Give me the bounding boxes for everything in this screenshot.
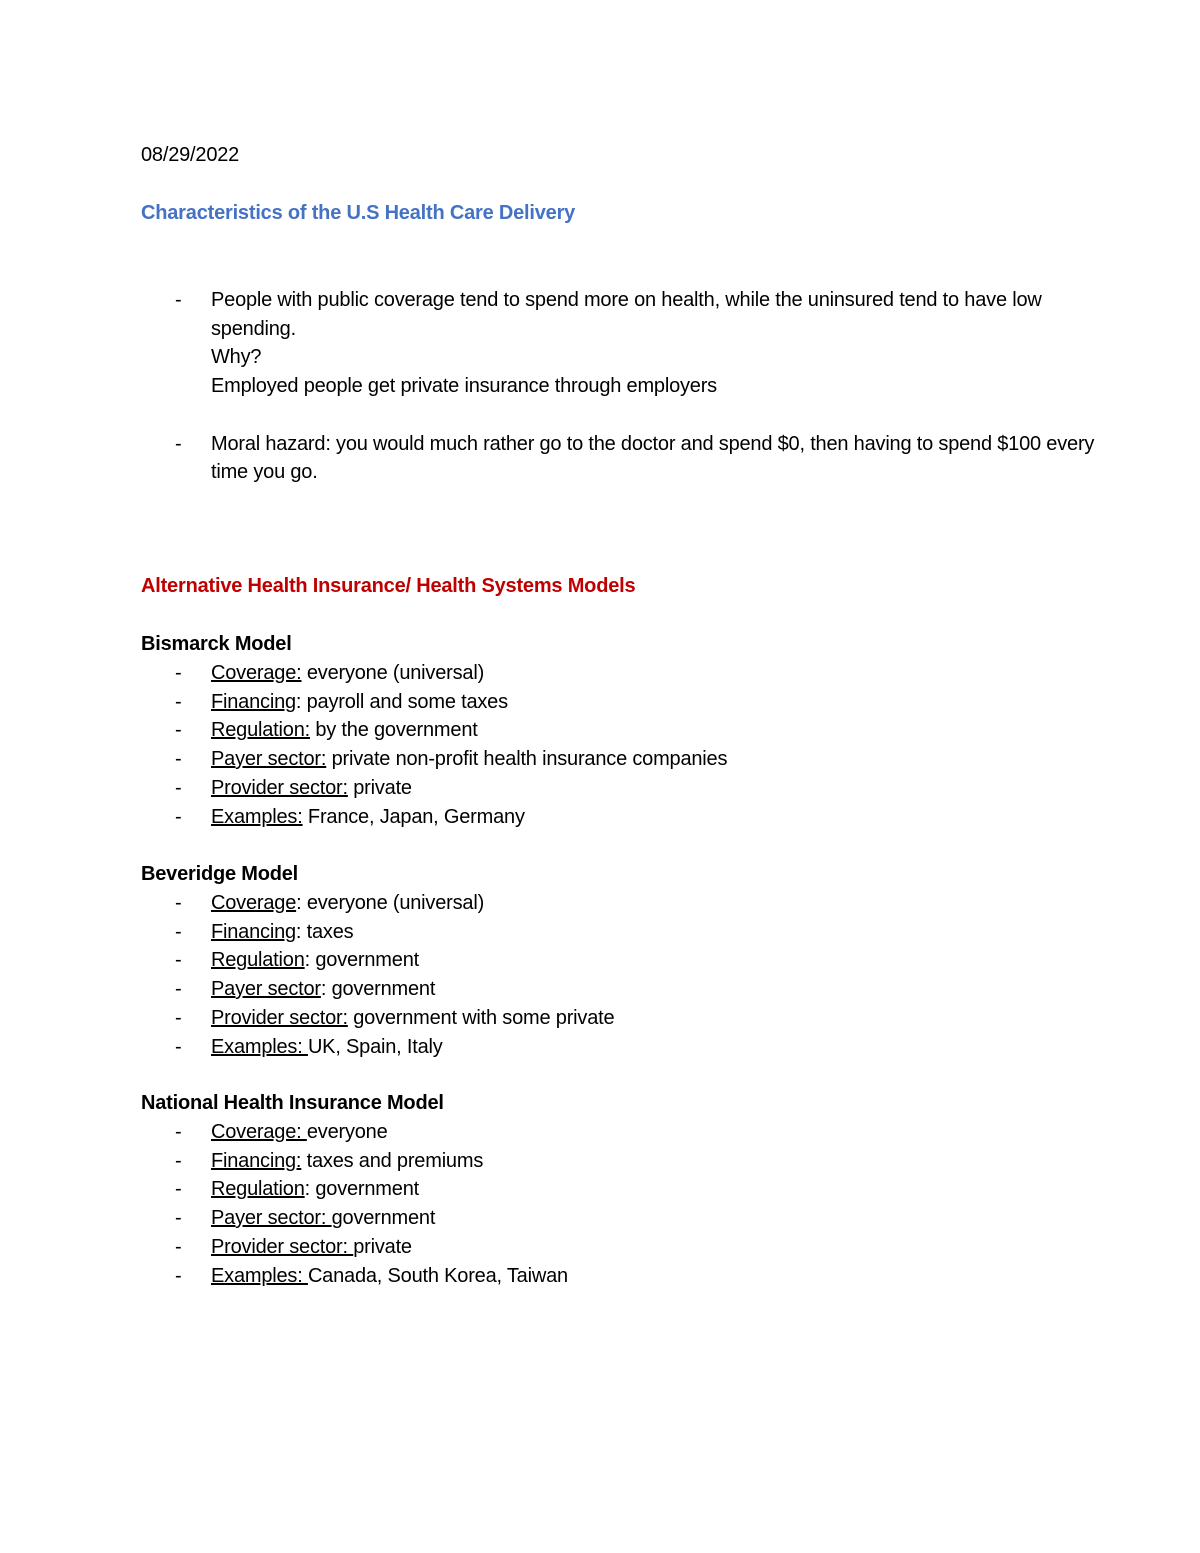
item-label: Financing: [211, 1149, 302, 1172]
list-item [141, 659, 727, 688]
note-date: 08/29/2022 [141, 144, 240, 166]
list-item [141, 716, 727, 745]
item-label: Payer sector: [211, 748, 327, 771]
list-item-text: Moral hazard: you would much rather go to the doctor and spend $0, then having to spend $100 every time you go. [211, 432, 1095, 484]
bullet-dash: - [175, 1149, 182, 1172]
item-value: : payroll and some taxes [295, 690, 508, 713]
list-item [141, 1004, 614, 1033]
model-list-bismarck [141, 659, 727, 831]
list-item [141, 745, 727, 774]
item-value: UK, Spain, Italy [307, 1035, 443, 1058]
item-label: Examples: [211, 1264, 308, 1287]
item-value: government with some private [347, 1006, 615, 1029]
item-value: taxes and premiums [301, 1149, 484, 1172]
list-item [141, 1175, 568, 1204]
item-label: Regulation [211, 949, 305, 972]
item-label: Financing [211, 920, 296, 943]
item-label: Coverage [211, 892, 297, 914]
item-value: : government [320, 978, 436, 1001]
list-item-text: People with public coverage tend to spend more on health, while the uninsured tend to have low spending. [211, 289, 1042, 340]
bullet-dash: - [175, 1035, 182, 1058]
bullet-dash: - [175, 949, 182, 972]
item-value: : government [304, 949, 419, 972]
model-title-beveridge: Beveridge Model [141, 863, 299, 885]
list-item [141, 1147, 568, 1176]
item-label: Provider sector: [211, 776, 348, 799]
bullet-dash: - [175, 1178, 182, 1201]
bullet-dash: - [175, 662, 182, 684]
list-item [141, 1233, 568, 1262]
item-value: everyone (universal) [301, 662, 485, 684]
bullet-dash: - [175, 748, 182, 771]
bullet-dash: - [175, 805, 182, 828]
list-item [141, 1262, 568, 1291]
item-value: private non-profit health insurance companies [326, 748, 728, 771]
list-item [141, 918, 614, 947]
section-heading-health-system-models: Alternative Health Insurance/ Health Systems Models [141, 575, 636, 597]
list-item [141, 286, 1101, 401]
list-item [141, 430, 1101, 487]
list-item [141, 774, 727, 803]
bullet-dash: - [175, 1006, 182, 1029]
item-label: Payer sector [211, 978, 321, 1001]
bullet-dash: - [175, 690, 182, 713]
item-value: private [347, 776, 412, 799]
item-value: private [353, 1235, 412, 1258]
bullet-dash: - [175, 1207, 182, 1230]
item-value: Canada, South Korea, Taiwan [307, 1264, 568, 1287]
item-label: Payer sector: [211, 1207, 332, 1230]
list-item-subline: Employed people get private insurance through employers [211, 375, 717, 398]
model-title-national-health-insurance: National Health Insurance Model [141, 1092, 444, 1114]
item-label: Regulation: [211, 719, 310, 742]
item-value: government [331, 1207, 436, 1230]
model-list-national-health-insurance [141, 1118, 568, 1290]
item-label: Provider sector: [211, 1006, 348, 1029]
list-item [141, 688, 727, 717]
bullet-dash: - [175, 719, 182, 742]
item-value: : government [304, 1178, 419, 1201]
item-value: : everyone (universal) [296, 892, 485, 914]
list-item [141, 889, 614, 918]
section-heading-us-health-care: Characteristics of the U.S Health Care Delivery [141, 202, 576, 224]
model-title-bismarck: Bismarck Model [141, 633, 292, 655]
item-label: Coverage: [211, 662, 302, 684]
list-item [141, 1118, 568, 1147]
bullet-dash: - [175, 1235, 182, 1258]
item-label: Examples: [211, 805, 303, 828]
bullet-dash: - [175, 1264, 182, 1287]
bullet-dash: - [175, 1121, 182, 1143]
bullet-dash: - [175, 978, 182, 1001]
item-value: : taxes [295, 920, 354, 943]
list-item [141, 1033, 614, 1062]
list-item [141, 1204, 568, 1233]
item-value: everyone [306, 1121, 388, 1143]
item-value: by the government [309, 719, 478, 742]
list-item-subline: Why? [211, 346, 262, 369]
item-label: Provider sector: [211, 1235, 354, 1258]
bullet-dash: - [175, 920, 182, 943]
list-item [141, 975, 614, 1004]
bullet-dash: - [175, 289, 182, 311]
item-label: Coverage: [211, 1121, 307, 1143]
model-list-beveridge [141, 889, 614, 1061]
list-item [141, 946, 614, 975]
characteristics-list [141, 286, 1101, 487]
item-value: France, Japan, Germany [302, 805, 525, 828]
bullet-dash: - [175, 892, 182, 914]
item-label: Financing [211, 690, 296, 713]
list-item [141, 803, 727, 832]
bullet-dash: - [175, 776, 182, 799]
item-label: Examples: [211, 1035, 308, 1058]
bullet-dash: - [175, 432, 182, 455]
item-label: Regulation [211, 1178, 305, 1201]
